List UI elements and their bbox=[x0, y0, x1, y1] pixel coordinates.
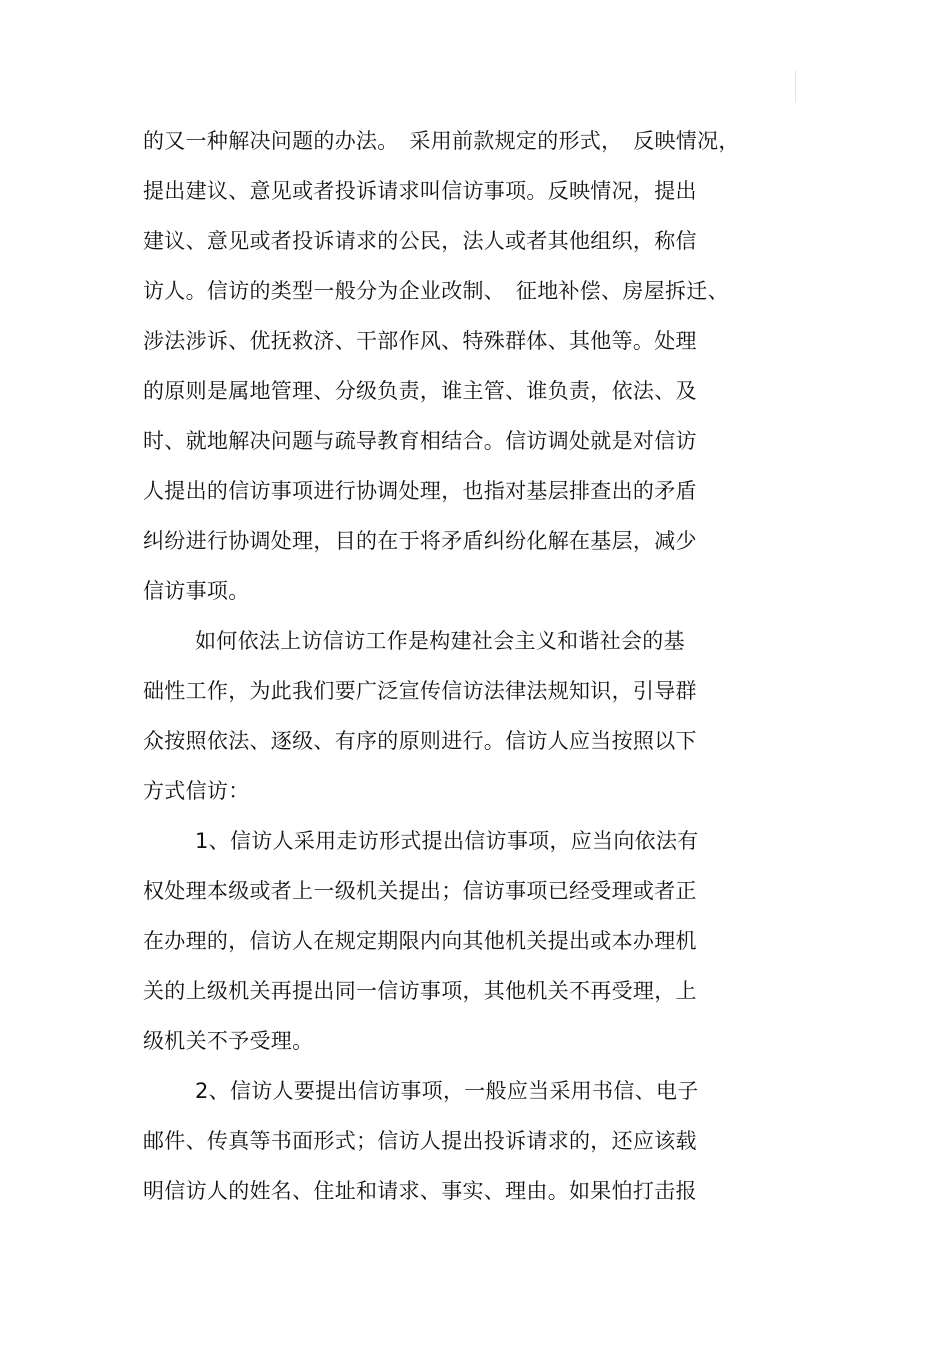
text-line: 的又一种解决问题的办法。 采用前款规定的形式， 反映情况， bbox=[143, 129, 740, 153]
text-line: 在办理的，信访人在规定期限内向其他机关提出或本办理机 bbox=[143, 929, 697, 953]
text-line: 级机关不予受理。 bbox=[143, 1029, 314, 1053]
text-line: 涉法涉诉、优抚救济、干部作风、特殊群体、其他等。处理 bbox=[143, 329, 697, 353]
text-line: 提出建议、意见或者投诉请求叫信访事项。反映情况，提出 bbox=[143, 179, 697, 203]
text-line: 的原则是属地管理、分级负责，谁主管、谁负责，依法、及 bbox=[143, 379, 697, 403]
text-line: 纠纷进行协调处理，目的在于将矛盾纠纷化解在基层，减少 bbox=[143, 529, 697, 553]
text-line: 权处理本级或者上一级机关提出；信访事项已经受理或者正 bbox=[143, 879, 697, 903]
page-edge-mark bbox=[795, 70, 796, 102]
text-line: 人提出的信访事项进行协调处理，也指对基层排查出的矛盾 bbox=[143, 479, 697, 503]
text-line: 建议、意见或者投诉请求的公民，法人或者其他组织，称信 bbox=[143, 229, 697, 253]
text-line: 信访事项。 bbox=[143, 579, 250, 603]
text-line: 明信访人的姓名、住址和请求、事实、理由。如果怕打击报 bbox=[143, 1179, 697, 1203]
text-line: 邮件、传真等书面形式；信访人提出投诉请求的，还应该载 bbox=[143, 1129, 697, 1153]
text-line: 1、信访人采用走访形式提出信访事项，应当向依法有 bbox=[195, 829, 699, 853]
text-line: 时、就地解决问题与疏导教育相结合。信访调处就是对信访 bbox=[143, 429, 697, 453]
text-line: 如何依法上访信访工作是构建社会主义和谐社会的基 bbox=[195, 629, 685, 653]
text-line: 2、信访人要提出信访事项，一般应当采用书信、电子 bbox=[195, 1079, 699, 1103]
text-line: 关的上级机关再提出同一信访事项，其他机关不再受理，上 bbox=[143, 979, 697, 1003]
text-line: 众按照依法、逐级、有序的原则进行。信访人应当按照以下 bbox=[143, 729, 697, 753]
text-line: 础性工作，为此我们要广泛宣传信访法律法规知识，引导群 bbox=[143, 679, 697, 703]
text-line: 方式信访： bbox=[143, 779, 250, 803]
text-line: 访人。信访的类型一般分为企业改制、 征地补偿、房屋拆迁、 bbox=[143, 279, 729, 303]
